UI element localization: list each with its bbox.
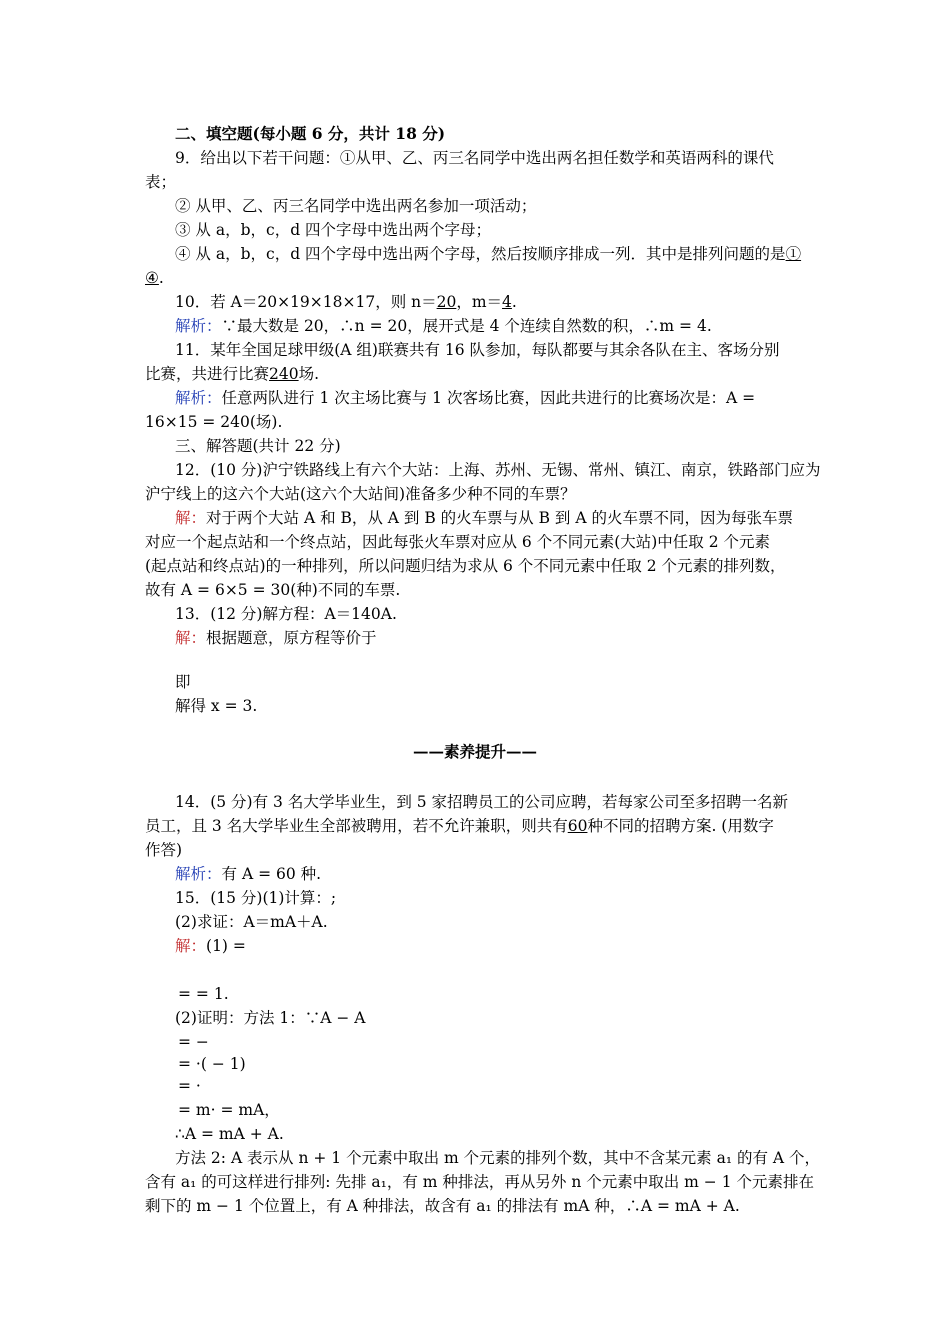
q14-solution-label: 解析： (175, 865, 222, 883)
q12-solution-line-4: 故有 A = 6×5 = 30(种)不同的车票. (145, 581, 401, 599)
q15-solution-label: 解： (175, 937, 207, 955)
q10-stem (175, 292, 517, 312)
q15-method2-line-2: 含有 a₁ 的可这样进行排列: 先排 a₁，有 m 种排法，再从另外 n 个元素中取出 m − 1 个元素排在 (145, 1173, 814, 1191)
q14-answer: 60 (567, 817, 588, 835)
q11-answer: 240 (269, 365, 299, 383)
section-heading-answer: 三、解答题(共计 22 分) (175, 437, 341, 455)
q15-solution-line-8: ∴A = mA + A. (175, 1125, 284, 1143)
q10-stem-mid: ，m＝ (456, 293, 503, 311)
q9-answer-line (145, 268, 164, 288)
q15-line-1: 15．(15 分)(1)计算：; (175, 889, 337, 907)
q15-line-2: (2)求证：A＝mA＋A. (175, 913, 328, 931)
q9-period: . (158, 269, 164, 287)
q11-line-2 (145, 364, 319, 384)
q13-solution-label: 解： (175, 629, 207, 647)
q15-solution-line-1 (175, 936, 246, 956)
q11-line-2-post: 场. (298, 365, 320, 383)
q9-answer-part-2: ④ (145, 269, 159, 287)
q11-solution-label: 解析： (175, 389, 222, 407)
q14-line-2-pre: 员工，且 3 名大学毕业生全部被聘用，若不允许兼职，则共有 (145, 817, 568, 835)
q15-solution-line-6: = · (178, 1077, 201, 1095)
q12-line-1: 12．(10 分)沪宁铁路线上有六个大站：上海、苏州、无锡、常州、镇江、南京，铁路部门应为 (175, 461, 821, 479)
q13-solution-line-1 (175, 628, 377, 648)
q11-line-2-pre: 比赛，共进行比赛 (145, 365, 270, 383)
q15-solution-line-4: = − (178, 1033, 209, 1051)
q12-solution-label: 解： (175, 509, 207, 527)
q12-solution-line-3: (起点站和终点站)的一种排列，所以问题归结为求从 6 个不同元素中任取 2 个元素的排列数， (145, 557, 786, 575)
q15-solution-line-2: = = 1. (178, 985, 229, 1003)
section-heading-improvement: ——素养提升—— (412, 742, 537, 761)
q14-line-2-post: 种不同的招聘方案. (用数字 (587, 817, 774, 835)
q12-solution-text-1: 对于两个大站 A 和 B，从 A 到 B 的火车票与从 B 到 A 的火车票不同，因为每张车票 (206, 509, 793, 527)
q9-option-3: ③ 从 a，b，c，d 四个字母中选出两个字母； (175, 221, 492, 239)
q10-stem-post: . (511, 293, 517, 311)
q13-stem: 13．(12 分)解方程：A＝140A. (175, 605, 397, 623)
q10-solution (175, 316, 712, 336)
q9-option-4-text: ④ 从 a，b，c，d 四个字母中选出两个字母，然后按顺序排成一列．其中是排列问题的是 (175, 245, 786, 263)
section-heading-fill-in: 二、填空题(每小题 6 分，共计 18 分) (175, 124, 446, 143)
q15-solution-line-5: = ·( − 1) (178, 1055, 246, 1073)
q11-solution-line-2: 16×15 = 240(场). (145, 413, 283, 431)
q15-solution-line-7: = m· = mA， (178, 1101, 280, 1119)
q9-answer-part-1: ① (785, 245, 802, 263)
q14-solution (175, 864, 321, 884)
q10-solution-label: 解析： (175, 317, 222, 335)
q15-method2-line-1: 方法 2: A 表示从 n + 1 个元素中取出 m 个元素的排列个数，其中不含某元素 a₁ 的有 A 个， (175, 1149, 821, 1167)
q9-option-2: ② 从甲、乙、丙三名同学中选出两名参加一项活动； (175, 197, 537, 215)
q10-stem-pre: 10．若 A＝20×19×18×17，则 n＝ (175, 293, 437, 311)
q14-line-1: 14．(5 分)有 3 名大学毕业生，到 5 家招聘员工的公司应聘，若每家公司至多招聘一名新 (175, 793, 789, 811)
q10-answer-n: 20 (436, 293, 457, 311)
q15-solution-text-1: (1) = (206, 937, 246, 955)
q12-line-2: 沪宁线上的这六个大站(这六个大站间)准备多少种不同的车票？ (145, 485, 576, 503)
q14-line-3: 作答) (145, 841, 183, 859)
q13-solution-line-3: 解得 x = 3. (175, 697, 258, 715)
q15-solution-line-3: (2)证明：方法 1：∵A − A (175, 1009, 366, 1027)
q12-solution-line-2: 对应一个起点站和一个终点站，因此每张火车票对应从 6 个不同元素(大站)中任取 2 个元素 (145, 533, 771, 551)
q15-method2-line-3: 剩下的 m − 1 个位置上，有 A 种排法，故含有 a₁ 的排法有 mA 种，∴A = mA + A. (145, 1197, 740, 1215)
q13-solution-text-1: 根据题意，原方程等价于 (206, 629, 377, 647)
q10-solution-text: ∵最大数是 20，∴n = 20，展开式是 4 个连续自然数的积，∴m = 4. (221, 317, 712, 335)
q9-line-1: 9．给出以下若干问题：①从甲、乙、丙三名同学中选出两名担任数学和英语两科的课代 (175, 149, 774, 167)
q11-solution-line-1 (175, 388, 755, 408)
q11-solution-text-1: 任意两队进行 1 次主场比赛与 1 次客场比赛，因此共进行的比赛场次是：A = (221, 389, 756, 407)
q10-answer-m: 4 (502, 293, 512, 311)
q12-solution-line-1 (175, 508, 793, 528)
q9-line-2: 表； (145, 173, 177, 191)
q11-line-1: 11．某年全国足球甲级(A 组)联赛共有 16 队参加，每队都要与其余各队在主、客场分别 (175, 341, 780, 359)
q9-option-4 (175, 244, 801, 264)
q14-solution-text: 有 A = 60 种. (221, 865, 322, 883)
q13-solution-line-2: 即 (175, 673, 191, 691)
q14-line-2 (145, 816, 774, 836)
